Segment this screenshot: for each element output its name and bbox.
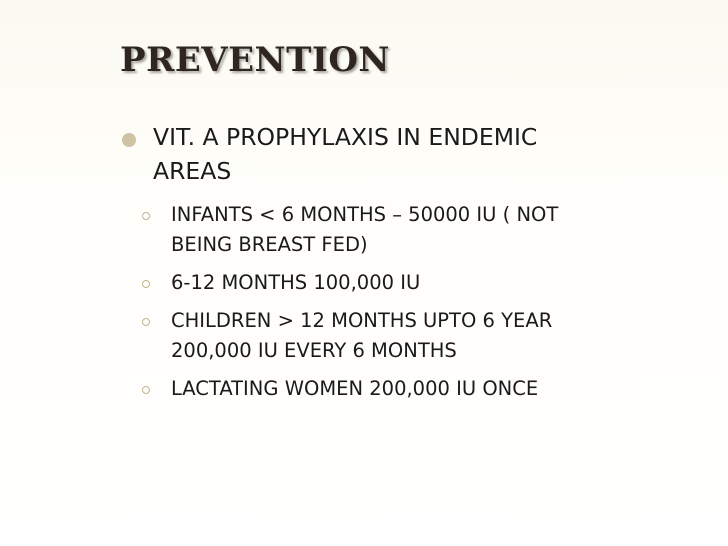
sub-bullet-line: BEING BREAST FED)	[171, 233, 368, 256]
sub-bullet-item	[136, 268, 702, 298]
sub-bullet-line: INFANTS < 6 MONTHS – 50000 IU ( NOT	[171, 203, 559, 226]
sub-bullet-item	[136, 200, 702, 260]
ring-bullet-icon	[142, 318, 150, 326]
bullet-item	[122, 120, 702, 188]
bullet-line: VIT. A PROPHYLAXIS IN ENDEMIC	[153, 123, 538, 151]
sub-bullet-line: 200,000 IU EVERY 6 MONTHS	[171, 339, 457, 362]
sub-bullet-line: 6-12 MONTHS 100,000 IU	[171, 271, 421, 294]
sub-bullet-item	[136, 306, 702, 366]
filled-circle-bullet-icon	[122, 133, 136, 147]
sub-bullet-list	[136, 200, 702, 404]
sub-bullet-item	[136, 374, 702, 404]
slide-title: PREVENTION	[120, 40, 391, 80]
bullet-line: AREAS	[153, 157, 232, 185]
slide-body	[122, 120, 702, 412]
sub-bullet-line: CHILDREN > 12 MONTHS UPTO 6 YEAR	[171, 309, 553, 332]
ring-bullet-icon	[142, 280, 150, 288]
ring-bullet-icon	[142, 212, 150, 220]
ring-bullet-icon	[142, 386, 150, 394]
sub-bullet-line: LACTATING WOMEN 200,000 IU ONCE	[171, 377, 539, 400]
